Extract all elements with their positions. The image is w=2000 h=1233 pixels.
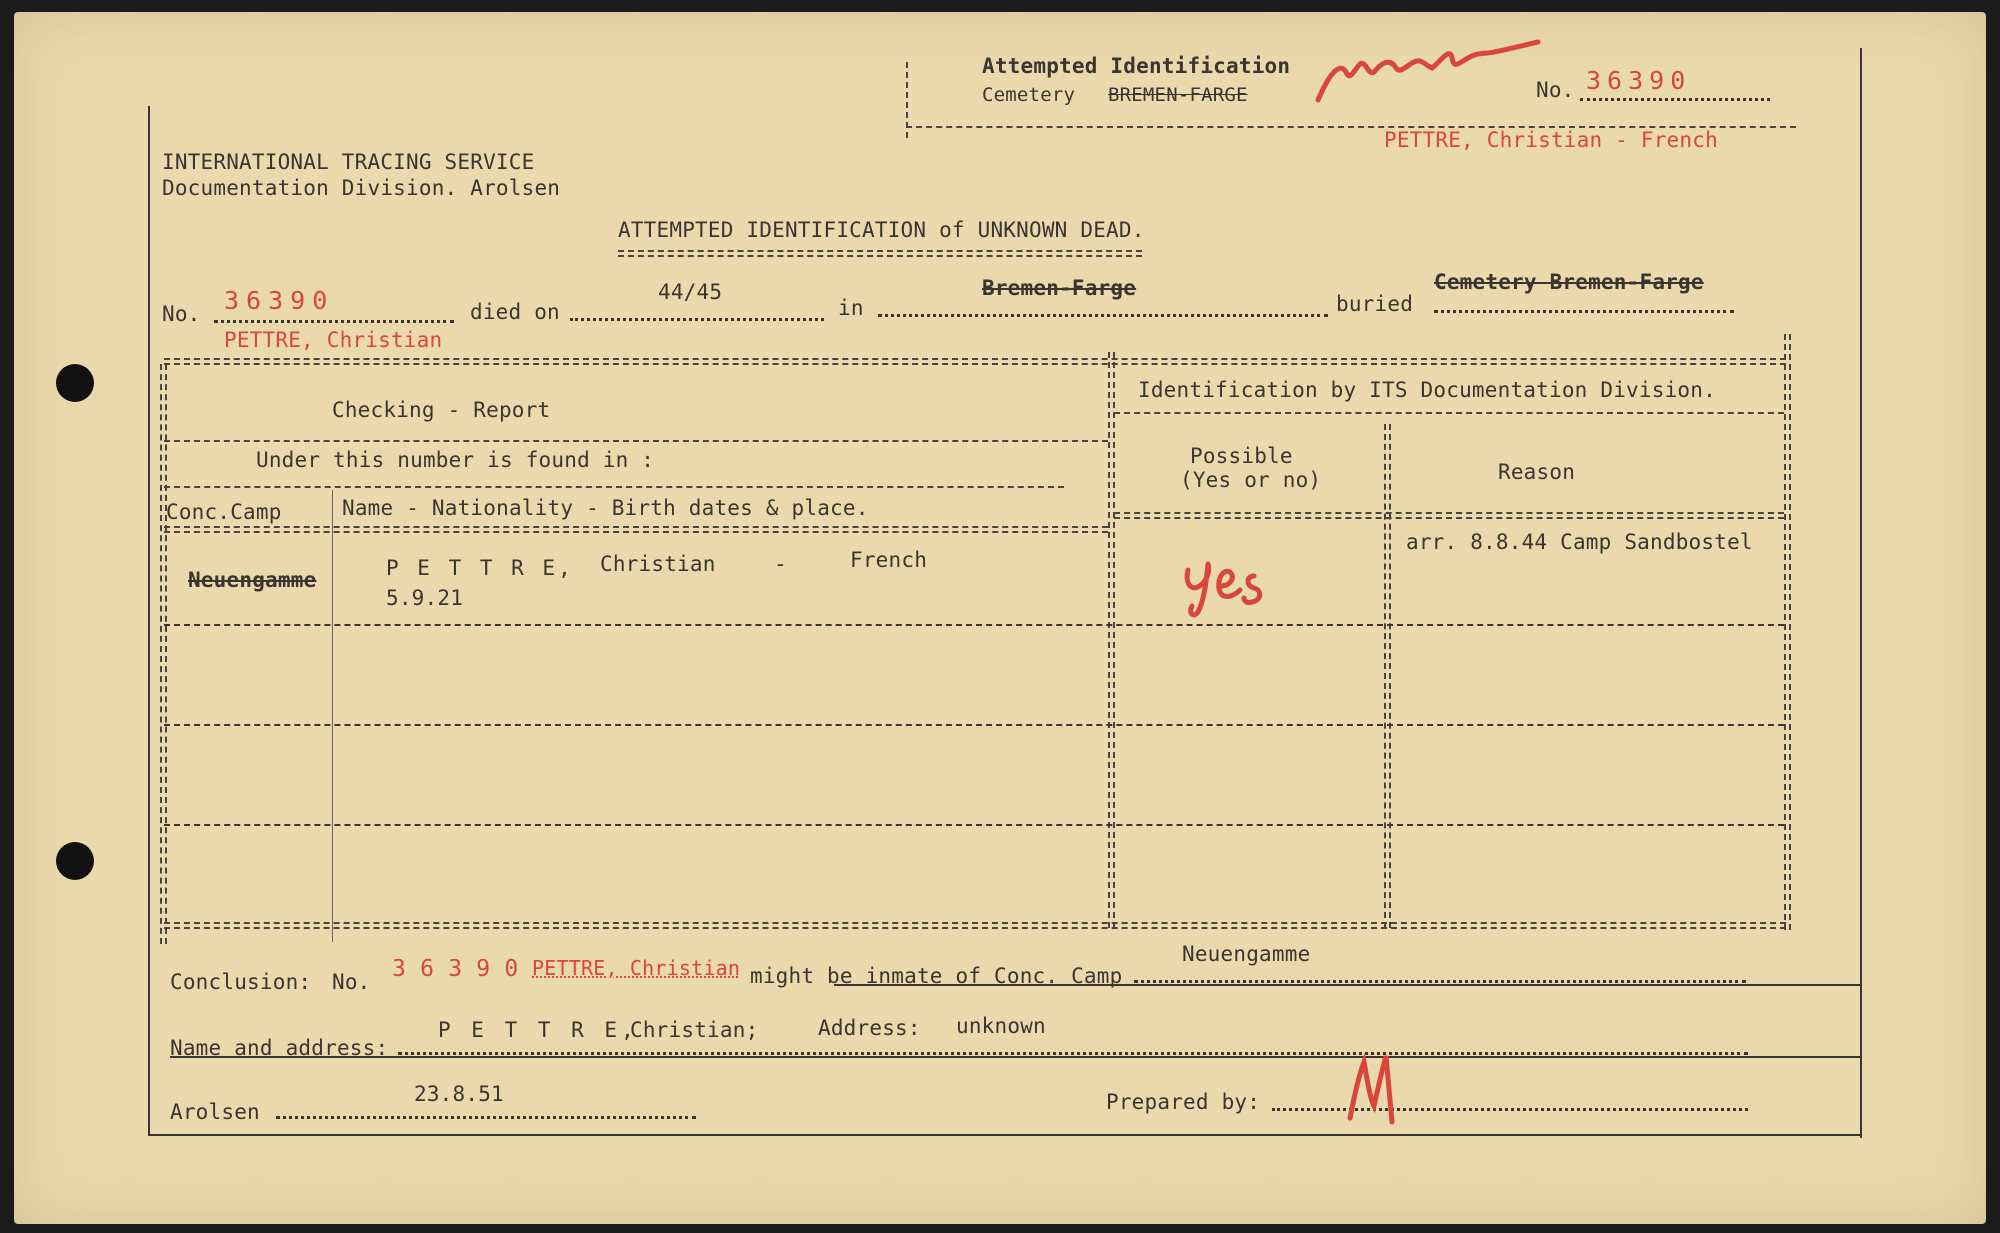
record-no-value: 36390	[224, 286, 335, 315]
record-no-label: No.	[162, 302, 201, 326]
signature	[1342, 1048, 1402, 1128]
row1-possible-handwritten	[1174, 542, 1284, 622]
found-in-rule	[164, 486, 1064, 488]
stamp-no-value: 36390	[1586, 66, 1692, 95]
table-center-divider	[1108, 352, 1115, 928]
punch-hole-bottom	[56, 842, 94, 880]
row1-birth: 5.9.21	[386, 586, 464, 610]
row1-camp: Neuengamme	[188, 568, 317, 592]
column-header-reason: Reason	[1498, 460, 1576, 484]
conclusion-label: Conclusion:	[170, 970, 312, 994]
conclusion-no-value: 3 6 3 9 0	[392, 956, 519, 982]
index-card	[14, 12, 1986, 1224]
prepared-by-label: Prepared by:	[1106, 1090, 1261, 1114]
column-header-camp: Conc.Camp	[166, 500, 282, 524]
card-bottom-rule	[148, 1134, 1862, 1136]
address-label: Address:	[818, 1016, 921, 1040]
card-right-rule	[1860, 48, 1862, 1138]
record-in-label: in	[838, 296, 864, 320]
record-no-dots	[214, 320, 454, 323]
row1-nationality: French	[850, 548, 928, 572]
stamp-cemetery-label: Cemetery	[982, 84, 1076, 106]
conclusion-dots	[1134, 980, 1746, 983]
record-name-red: PETTRE, Christian	[224, 328, 443, 352]
handwritten-annotation	[1310, 32, 1550, 112]
conclusion-camp: Neuengamme	[1182, 942, 1311, 966]
its-identification-header: Identification by ITS Documentation Division.	[1138, 378, 1716, 402]
record-buried-value: Cemetery Bremen-Farge	[1434, 270, 1704, 294]
name-address-rule	[170, 1056, 1862, 1058]
record-died-value: 44/45	[658, 280, 723, 304]
stamp-person: PETTRE, Christian - French	[1384, 128, 1718, 152]
column-header-name: Name - Nationality - Birth dates & place.	[342, 496, 869, 520]
stamp-cemetery-name: BREMEN-FARGE	[1108, 84, 1248, 106]
card-left-rule	[148, 106, 150, 1136]
found-in-label: Under this number is found in :	[256, 448, 655, 472]
org-line-1: INTERNATIONAL TRACING SERVICE	[162, 150, 535, 174]
stamp-title: Attempted Identification	[982, 54, 1291, 78]
record-in-value: Bremen-Farge	[982, 276, 1137, 300]
table-right-rule	[1784, 334, 1791, 930]
footer-date: 23.8.51	[414, 1082, 504, 1106]
document-title: ATTEMPTED IDENTIFICATION of UNKNOWN DEAD.	[618, 218, 1145, 242]
table-top-rule	[164, 358, 1786, 365]
conclusion-text: might be inmate of Conc. Camp	[750, 964, 1123, 988]
column-header-rule-left	[164, 526, 1108, 533]
header-rule-right	[1114, 412, 1784, 414]
title-underline	[618, 250, 1142, 257]
row2-bottom-rule	[164, 724, 1784, 726]
row1-reason: arr. 8.8.44 Camp Sandbostel	[1406, 530, 1753, 554]
address-value: unknown	[956, 1014, 1046, 1038]
record-in-dots	[878, 314, 1328, 317]
row3-bottom-rule	[164, 824, 1784, 826]
footer-date-dots	[276, 1116, 696, 1119]
name-address-dots	[398, 1052, 1748, 1055]
record-died-label: died on	[470, 300, 560, 324]
name-address-label: Name and address:	[170, 1036, 389, 1060]
record-buried-label: buried	[1336, 292, 1414, 316]
checking-report-header: Checking - Report	[332, 398, 551, 422]
table-possible-divider	[1384, 424, 1391, 928]
row1-firstname: Christian	[600, 552, 716, 576]
column-header-rule-right	[1114, 512, 1784, 519]
column-header-possible-1: Possible	[1190, 444, 1293, 468]
conclusion-name: PETTRE, Christian	[532, 956, 741, 980]
table-camp-divider	[332, 490, 333, 942]
org-line-2: Documentation Division. Arolsen	[162, 176, 561, 200]
footer-place: Arolsen	[170, 1100, 260, 1124]
record-buried-dots	[1434, 310, 1734, 313]
conclusion-rule	[834, 984, 1862, 986]
table-left-rule	[160, 364, 167, 944]
row1-dash: -	[774, 552, 787, 576]
name-address-surname: P E T T R E,	[438, 1018, 638, 1042]
header-rule-left	[164, 440, 1108, 442]
record-died-dots	[570, 318, 824, 321]
conclusion-no-label: No.	[332, 970, 371, 994]
name-address-firstname: Christian;	[630, 1018, 759, 1042]
column-header-possible-2: (Yes or no)	[1180, 468, 1322, 492]
stamp-no-label: No.	[1536, 78, 1575, 102]
table-bottom-rule	[164, 922, 1786, 929]
stamp-no-dots	[1580, 98, 1770, 101]
punch-hole-top	[56, 364, 94, 402]
row1-surname: P E T T R E,	[386, 556, 574, 580]
row1-bottom-rule	[164, 624, 1784, 626]
